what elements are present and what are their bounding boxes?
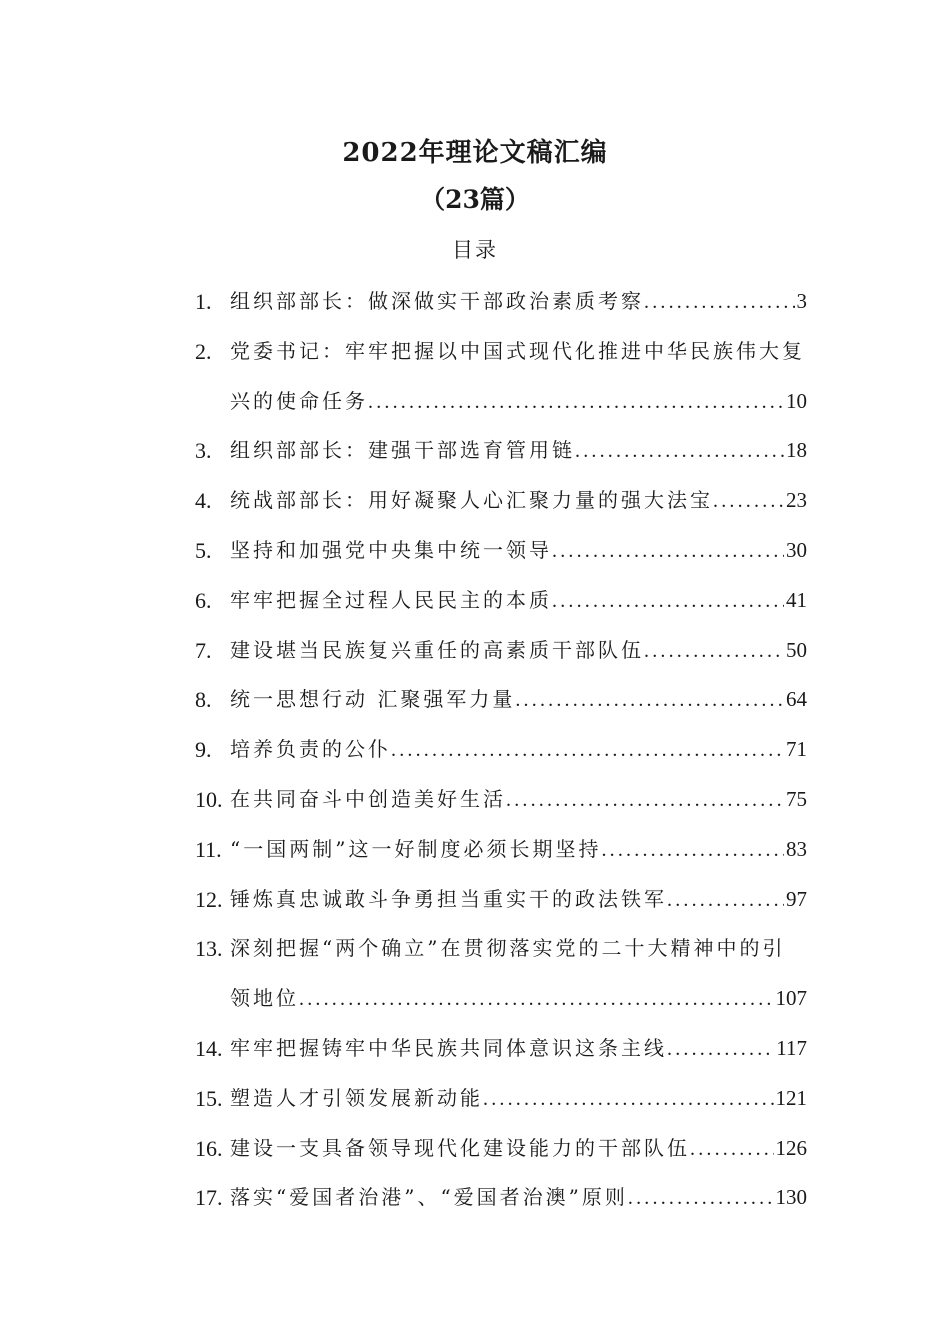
dot-leader bbox=[391, 726, 784, 776]
toc-entry[interactable] bbox=[195, 277, 807, 327]
toc-entry-number: 11. bbox=[195, 836, 222, 862]
dot-leader bbox=[575, 427, 784, 477]
toc-entry[interactable] bbox=[195, 1074, 807, 1124]
toc-entry[interactable] bbox=[195, 476, 807, 526]
table-of-contents bbox=[195, 277, 807, 1223]
toc-entry-title: 锤炼真忠诚敢斗争勇担当重实干的政法铁军 bbox=[230, 886, 667, 911]
toc-entry[interactable] bbox=[195, 675, 807, 725]
dot-leader bbox=[368, 378, 784, 428]
dot-leader bbox=[506, 776, 784, 826]
toc-entry-number: 6. bbox=[195, 587, 212, 613]
toc-entry-number: 1. bbox=[195, 289, 212, 314]
toc-entry-number: 9. bbox=[195, 737, 212, 763]
toc-entry[interactable] bbox=[195, 576, 807, 626]
dot-leader bbox=[644, 627, 784, 677]
toc-entry-title: 组织部部长：做深做实干部政治素质考察 bbox=[230, 289, 644, 313]
toc-entry-title: 坚持和加强党中央集中统一领导 bbox=[230, 537, 552, 562]
toc-entry-title: 塑造人才引领发展新动能 bbox=[230, 1085, 483, 1110]
toc-entry-continuation[interactable] bbox=[195, 974, 807, 1024]
toc-entry[interactable] bbox=[195, 775, 807, 825]
toc-entry-page: 83 bbox=[786, 836, 807, 861]
toc-entry-page: 97 bbox=[786, 886, 807, 911]
toc-entry-page: 3 bbox=[796, 289, 807, 313]
toc-entry-title: 牢牢把握铸牢中华民族共同体意识这条主线 bbox=[230, 1035, 667, 1060]
toc-entry-number: 14. bbox=[195, 1035, 223, 1061]
toc-entry[interactable] bbox=[195, 526, 807, 576]
toc-entry-page: 23 bbox=[786, 488, 807, 513]
toc-entry[interactable] bbox=[195, 725, 807, 775]
document-title: 2022年理论文稿汇编 bbox=[342, 138, 608, 168]
toc-entry[interactable] bbox=[195, 626, 807, 676]
toc-entry-page: 117 bbox=[776, 1035, 807, 1060]
toc-entry-number: 16. bbox=[195, 1135, 223, 1161]
toc-entry-number: 17. bbox=[195, 1185, 223, 1211]
toc-entry[interactable] bbox=[195, 1173, 807, 1223]
toc-entry-title: 培养负责的公仆 bbox=[230, 737, 391, 762]
toc-entry-page: 64 bbox=[786, 687, 807, 712]
toc-entry-title: 组织部部长：建强干部选育管用链 bbox=[230, 438, 575, 463]
toc-entry-title: 统战部部长：用好凝聚人心汇聚力量的强大法宝 bbox=[230, 488, 713, 513]
toc-entry[interactable] bbox=[195, 875, 807, 925]
toc-entry-page: 10 bbox=[786, 388, 807, 413]
dot-leader bbox=[667, 876, 784, 926]
dot-leader bbox=[299, 975, 774, 1025]
toc-entry-number: 15. bbox=[195, 1085, 223, 1111]
dot-leader bbox=[644, 278, 795, 328]
dot-leader bbox=[667, 1025, 774, 1075]
toc-entry-number: 12. bbox=[195, 886, 223, 912]
toc-entry-page: 121 bbox=[775, 1085, 807, 1110]
toc-entry-page: 18 bbox=[786, 438, 807, 463]
toc-entry-title: 在共同奋斗中创造美好生活 bbox=[230, 786, 506, 811]
toc-entry-title: 落实“爱国者治港”、“爱国者治澳”原则 bbox=[230, 1185, 628, 1210]
toc-entry[interactable] bbox=[195, 825, 807, 875]
toc-entry-number: 10. bbox=[195, 786, 223, 812]
toc-entry-title: 牢牢把握全过程人民民主的本质 bbox=[230, 587, 552, 612]
toc-entry[interactable] bbox=[195, 426, 807, 476]
toc-heading: 目录 bbox=[452, 238, 498, 262]
toc-entry-continuation[interactable] bbox=[195, 377, 807, 427]
toc-entry-page: 41 bbox=[786, 587, 807, 612]
toc-entry-page: 126 bbox=[775, 1135, 807, 1160]
toc-entry-title: 建设堪当民族复兴重任的高素质干部队伍 bbox=[230, 637, 644, 662]
toc-entry-title: 党委书记：牢牢把握以中国式现代化推进中华民族伟大复 bbox=[230, 338, 805, 363]
toc-entry-title: 深刻把握“两个确立”在贯彻落实党的二十大精神中的引 bbox=[230, 936, 786, 961]
dot-leader bbox=[601, 826, 784, 876]
dot-leader bbox=[690, 1125, 774, 1175]
toc-entry-number: 2. bbox=[195, 338, 212, 364]
toc-entry-title: “一国两制”这一好制度必须长期坚持 bbox=[230, 836, 602, 861]
toc-entry-page: 75 bbox=[786, 786, 807, 811]
toc-entry-page: 107 bbox=[775, 986, 807, 1011]
toc-entry-page: 50 bbox=[786, 637, 807, 662]
dot-leader bbox=[713, 477, 784, 527]
toc-entry-title: 建设一支具备领导现代化建设能力的干部队伍 bbox=[230, 1135, 690, 1160]
toc-entry-title: 统一思想行动 汇聚强军力量 bbox=[230, 687, 516, 712]
toc-entry-number: 3. bbox=[195, 438, 212, 464]
dot-leader bbox=[552, 577, 784, 627]
toc-entry-number: 7. bbox=[195, 637, 212, 663]
toc-entry[interactable] bbox=[195, 1124, 807, 1174]
toc-entry-number: 8. bbox=[195, 687, 212, 713]
dot-leader bbox=[552, 527, 784, 577]
toc-entry-page: 71 bbox=[786, 737, 807, 762]
toc-entry-number: 13. bbox=[195, 936, 223, 962]
toc-entry-number: 4. bbox=[195, 488, 212, 514]
toc-entry[interactable] bbox=[195, 1024, 807, 1074]
toc-entry-page: 30 bbox=[786, 537, 807, 562]
document-subtitle: （23篇） bbox=[420, 185, 530, 214]
dot-leader bbox=[628, 1174, 774, 1224]
toc-entry-title-continued: 领地位 bbox=[230, 986, 299, 1011]
dot-leader bbox=[483, 1075, 774, 1125]
toc-entry[interactable] bbox=[195, 327, 807, 377]
toc-entry-page: 130 bbox=[775, 1185, 807, 1210]
toc-entry-number: 5. bbox=[195, 537, 212, 563]
toc-entry-title-continued: 兴的使命任务 bbox=[230, 388, 368, 413]
dot-leader bbox=[515, 676, 784, 726]
toc-entry[interactable] bbox=[195, 924, 807, 974]
